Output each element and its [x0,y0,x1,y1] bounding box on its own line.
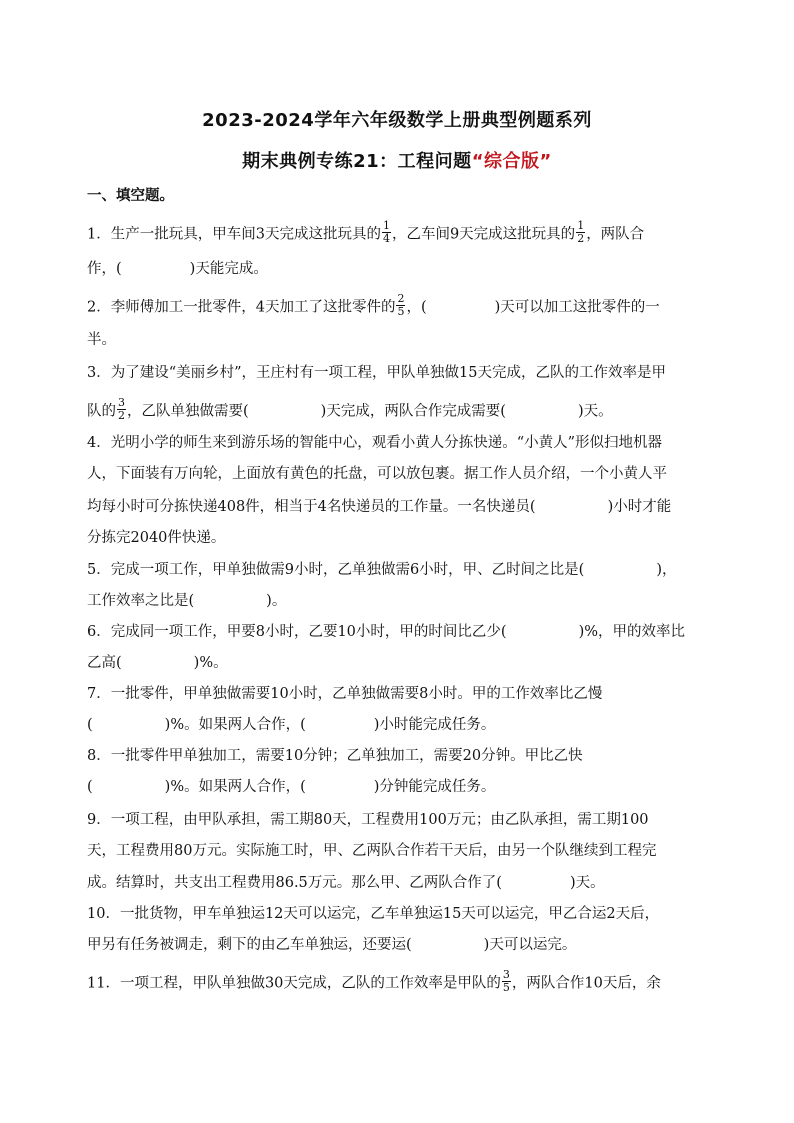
question-8-line-2: ( )%。如果两人合作，( )分钟能完成任务。 [87,779,496,795]
subtitle-accent: “综合版” [471,151,552,172]
question-10-line-2: 甲另有任务被调走，剩下的由乙车单独运，还要运( )天可以运完。 [87,937,577,953]
page-subtitle [0,147,794,173]
question-1-line-2: 作，( )天能完成。 [87,261,268,277]
question-9-line-3: 成。结算时，共支出工程费用86.5万元。那么甲、乙两队合作了( )天。 [87,875,605,891]
question-4-line-4: 分拣完2040件快递。 [87,530,226,546]
question-4-line-2: 人，下面装有万向轮，上面放有黄色的托盘，可以放包裹。据工作人员介绍，一个小黄人平 [87,466,667,482]
question-2-line-2: 半。 [87,332,116,348]
fraction: $\frac{1}{4}$ [382,219,390,245]
question-11-line-1: 11．一项工程，甲队单独做30天完成，乙队的工作效率是甲队的 $\frac{3}{5}$ ，两队合作10天后，余 [87,968,661,994]
question-5-line-1: 5．完成一项工作，甲单独做需9小时，乙单独做需6小时，甲、乙时间之比是( )， [87,562,677,578]
section-header: 一、填空题。 [87,188,174,204]
question-10-line-1: 10．一批货物，甲车单独运12天可以运完，乙车单独运15天可以运完，甲乙合运2天后， [87,906,660,922]
question-7-line-1: 7．一批零件，甲单独做需要10小时，乙单独做需要8小时。甲的工作效率比乙慢 [87,686,603,702]
question-4-line-1: 4．光明小学的师生来到游乐场的智能中心，观看小黄人分拣快递。“小黄人”形似扫地机器 [87,435,663,451]
question-6-line-1: 6．完成同一项工作，甲要8小时，乙要10小时，甲的时间比乙少( )%，甲的效率比 [87,624,685,640]
question-7-line-2: ( )%。如果两人合作，( )小时能完成任务。 [87,717,496,733]
question-5-line-2: 工作效率之比是( )。 [87,593,287,609]
question-2-line-1: 2．李师傅加工一批零件，4天加工了这批零件的 $\frac{2}{5}$ ，( )天可以加工这批零件的一 [87,292,660,318]
fraction: $\frac{3}{5}$ [502,968,510,994]
question-1-line-1: 1．生产一批玩具，甲车间3天完成这批玩具的 $\frac{1}{4}$ ，乙车间9天完成这批玩具的 $\frac{1}{2}$ ，两队合 [87,219,645,245]
fraction: $\frac{2}{5}$ [397,292,405,318]
question-6-line-2: 乙高( )%。 [87,655,228,671]
question-9-line-1: 9．一项工程，由甲队承担，需工期80天，工程费用100万元；由乙队承担，需工期100 [87,812,649,828]
question-9-line-2: 天，工程费用80万元。实际施工时，甲、乙两队合作若干天后，由另一个队继续到工程完 [87,843,657,859]
question-3-line-1: 3．为了建设“美丽乡村”，王庄村有一项工程，甲队单独做15天完成，乙队的工作效率是甲 [87,365,666,381]
question-4-line-3: 均每小时可分拣快递408件，相当于4名快递员的工作量。一名快递员( )小时才能 [87,499,672,515]
fraction: $\frac{3}{2}$ [118,396,125,422]
page-title: 2023-2024学年六年级数学上册典型例题系列 [202,110,592,131]
question-3-line-2: 队的 $\frac{3}{2}$ ，乙队单独做需要( )天完成，两队合作完成需要( )天。 [87,396,613,422]
fraction: $\frac{1}{2}$ [577,219,585,245]
question-8-line-1: 8．一批零件甲单独加工，需要10分钟；乙单独加工，需要20分钟。甲比乙快 [87,748,583,764]
subtitle-main: 期末典例专练21：工程问题 [242,151,472,172]
